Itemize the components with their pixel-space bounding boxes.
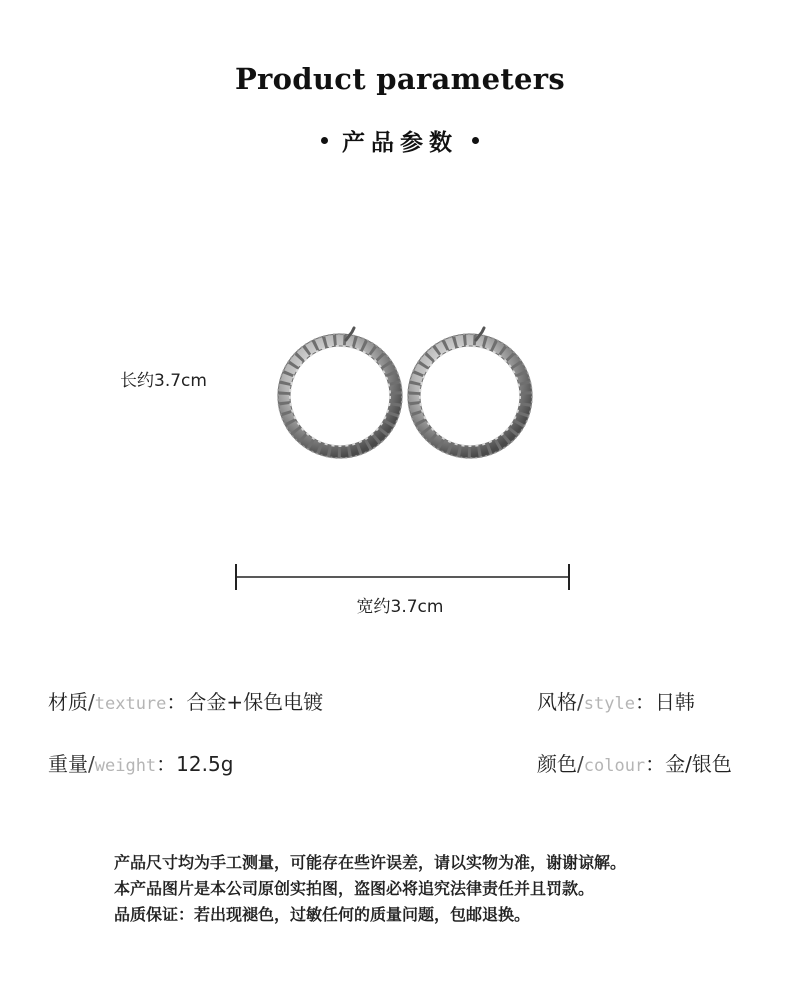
spec-material-cn: 材质 — [48, 690, 88, 714]
subtitle — [0, 124, 800, 157]
spec-style-value: 日韩 — [654, 690, 695, 714]
spec-material-slash: / — [88, 690, 95, 714]
note-line: 品质保证：若出现褪色，过敏任何的质量问题，包邮退换。 — [114, 905, 531, 924]
spec-colour-cn: 颜色 — [537, 752, 577, 776]
spec-colour-slash: / — [577, 752, 584, 776]
spec-material-colon: ： — [166, 690, 187, 714]
note-line: 本产品图片是本公司原创实拍图，盗图必将追究法律责任并且罚款。 — [114, 879, 595, 898]
spec-material-en: texture — [94, 694, 167, 714]
right-hoop — [408, 328, 532, 458]
length-label: 长约3.7cm — [120, 371, 207, 391]
page-title: Product parameters — [234, 62, 566, 96]
spec-colour-value: 金/银色 — [665, 752, 732, 776]
width-measure-line — [235, 562, 570, 592]
spec-weight-value: 12.5g — [176, 752, 234, 776]
spec-weight-colon: ： — [156, 752, 177, 776]
width-label: 宽约3.7cm — [356, 597, 444, 617]
spec-style-colon: ： — [634, 690, 655, 714]
spec-style-en: style — [583, 694, 635, 714]
spec-weight — [48, 748, 233, 777]
notes-block — [114, 850, 626, 928]
bullet-dot-right — [472, 137, 479, 144]
spec-colour — [537, 748, 732, 777]
spec-weight-cn: 重量 — [48, 752, 88, 776]
spec-colour-colon: ： — [645, 752, 666, 776]
bullet-dot-left — [321, 137, 328, 144]
subtitle-text: 产品参数 — [342, 130, 458, 156]
left-hoop — [278, 328, 402, 458]
spec-colour-en: colour — [583, 756, 646, 776]
spec-style — [537, 686, 695, 715]
earrings-image — [270, 318, 540, 468]
spec-style-slash: / — [577, 690, 584, 714]
spec-material — [48, 686, 323, 715]
spec-weight-en: weight — [94, 756, 157, 776]
spec-material-value: 合金+保色电镀 — [186, 690, 324, 714]
spec-weight-slash: / — [88, 752, 95, 776]
spec-style-cn: 风格 — [537, 690, 577, 714]
note-line: 产品尺寸均为手工测量，可能存在些许误差，请以实物为准，谢谢谅解。 — [114, 853, 627, 872]
